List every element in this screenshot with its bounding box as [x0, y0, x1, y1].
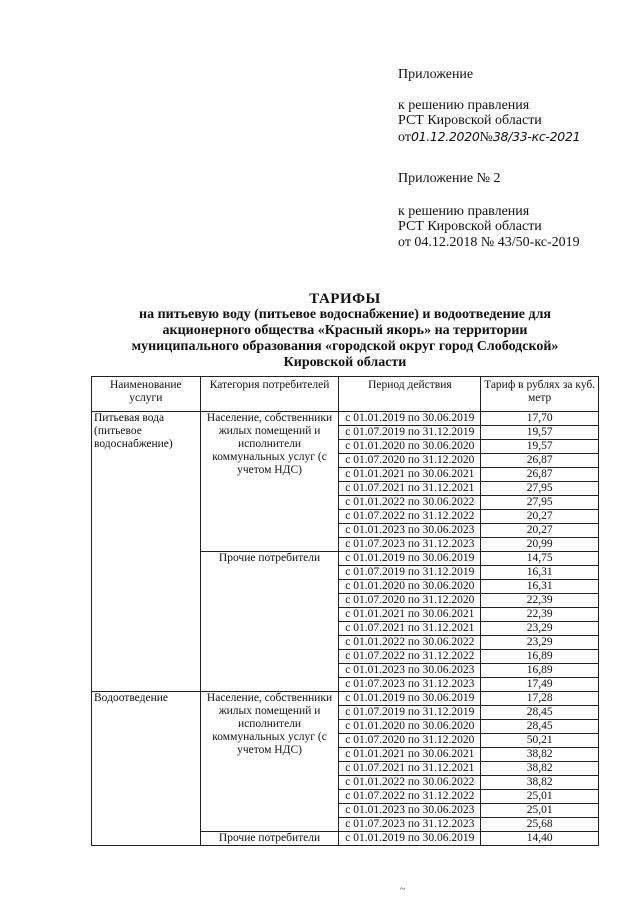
tariff-value-cell: 38,82 [481, 748, 599, 762]
period-cell: с 01.07.2022 по 31.12.2022 [339, 510, 481, 524]
period-cell: с 01.01.2023 по 30.06.2023 [339, 524, 481, 538]
period-cell: с 01.07.2023 по 31.12.2023 [339, 818, 481, 832]
period-cell: с 01.01.2021 по 30.06.2021 [339, 468, 481, 482]
tariff-value-cell: 27,95 [481, 482, 599, 496]
period-cell: с 01.07.2021 по 31.12.2021 [339, 762, 481, 776]
handwritten-date: 01.12.2020 [410, 128, 480, 144]
consumer-category-cell: Население, собственники жилых помещений и исполнители коммунальных услуг (с учетом НДС) [200, 412, 339, 552]
annex-top-line1: к решению правления [398, 97, 530, 113]
tariff-value-cell: 28,45 [481, 720, 599, 734]
heading-line4: Кировской области [283, 355, 407, 370]
tariff-value-cell: 17,70 [481, 412, 599, 426]
consumer-category-cell: Прочие потребители [200, 552, 339, 692]
tariff-body [92, 412, 599, 846]
tariff-value-cell: 20,27 [481, 524, 599, 538]
tariff-value-cell: 23,29 [481, 636, 599, 650]
tariff-value-cell: 38,82 [481, 762, 599, 776]
header-service: Наименование услуги [92, 377, 201, 412]
annex-two-line1: к решению правления [398, 203, 530, 219]
tariff-value-cell: 17,28 [481, 692, 599, 706]
period-cell: с 01.07.2020 по 31.12.2020 [339, 594, 481, 608]
document-heading [95, 291, 595, 371]
period-cell: с 01.01.2022 по 30.06.2022 [339, 776, 481, 790]
tariff-value-cell: 16,89 [481, 664, 599, 678]
annex-top-date-line [398, 129, 580, 146]
annex-two-line3: от 04.12.2018 № 43/50-кс-2019 [398, 234, 580, 250]
tariff-value-cell: 14,75 [481, 552, 599, 566]
period-cell: с 01.07.2023 по 31.12.2023 [339, 538, 481, 552]
handwritten-number: 38/33-кс-2021 [492, 128, 581, 144]
period-cell: с 01.07.2020 по 31.12.2020 [339, 734, 481, 748]
period-cell: с 01.01.2022 по 30.06.2022 [339, 636, 481, 650]
heading-title: ТАРИФЫ [309, 291, 381, 307]
tariff-value-cell: 22,39 [481, 594, 599, 608]
period-cell: с 01.01.2019 по 30.06.2019 [339, 552, 481, 566]
tariff-value-cell: 16,31 [481, 580, 599, 594]
tariff-value-cell: 28,45 [481, 706, 599, 720]
period-cell: с 01.01.2023 по 30.06.2023 [339, 804, 481, 818]
tariff-value-cell: 20,99 [481, 538, 599, 552]
period-cell: с 01.07.2022 по 31.12.2022 [339, 790, 481, 804]
period-cell: с 01.01.2020 по 30.06.2020 [339, 440, 481, 454]
tariff-value-cell: 19,57 [481, 440, 599, 454]
annex-two [398, 171, 580, 250]
period-cell: с 01.01.2020 по 30.06.2020 [339, 720, 481, 734]
annex-top-line2: РСТ Кировской области [398, 113, 542, 128]
period-cell: с 01.07.2019 по 31.12.2019 [339, 566, 481, 580]
period-cell: с 01.01.2019 по 30.06.2019 [339, 412, 481, 426]
tariff-value-cell: 50,21 [481, 734, 599, 748]
tariff-value-cell: 17,49 [481, 678, 599, 692]
heading-line1: на питьевую воду (питьевое водоснабжение) и водоотведение для [139, 307, 551, 322]
period-cell: с 01.01.2021 по 30.06.2021 [339, 608, 481, 622]
tariff-value-cell: 23,29 [481, 622, 599, 636]
table-row [92, 692, 599, 706]
period-cell: с 01.07.2020 по 31.12.2020 [339, 454, 481, 468]
heading-line3: муниципального образования «городской округ город Слободской» [131, 339, 559, 354]
service-name-cell: Питьевая вода (питьевое водоснабжение) [92, 412, 201, 692]
header-category: Категория потребителей [200, 377, 339, 412]
date-prefix: от [398, 129, 411, 145]
table-header-row [92, 377, 599, 412]
period-cell: с 01.07.2019 по 31.12.2019 [339, 706, 481, 720]
tariff-value-cell: 25,68 [481, 818, 599, 832]
consumer-category-cell: Население, собственники жилых помещений и исполнители коммунальных услуг (с учетом НДС) [200, 692, 339, 832]
period-cell: с 01.07.2021 по 31.12.2021 [339, 482, 481, 496]
tariff-value-cell: 19,57 [481, 426, 599, 440]
tariff-value-cell: 20,27 [481, 510, 599, 524]
tariff-value-cell: 26,87 [481, 454, 599, 468]
tariff-value-cell: 25,01 [481, 804, 599, 818]
period-cell: с 01.07.2019 по 31.12.2019 [339, 426, 481, 440]
footer-mark: ~ [400, 884, 406, 895]
tariff-value-cell: 26,87 [481, 468, 599, 482]
annex-two-title: Приложение № 2 [398, 171, 501, 186]
service-name-cell: Водоотведение [92, 692, 201, 846]
tariff-value-cell: 38,82 [481, 776, 599, 790]
period-cell: с 01.07.2022 по 31.12.2022 [339, 650, 481, 664]
heading-line2: акционерного общества «Красный якорь» на территории [162, 323, 528, 338]
period-cell: с 01.01.2019 по 30.06.2019 [339, 832, 481, 846]
header-period: Период действия [339, 377, 481, 412]
period-cell: с 01.07.2023 по 31.12.2023 [339, 678, 481, 692]
annex-top-title: Приложение [398, 67, 474, 82]
number-prefix: № [479, 129, 493, 145]
period-cell: с 01.01.2019 по 30.06.2019 [339, 692, 481, 706]
tariff-value-cell: 22,39 [481, 608, 599, 622]
tariff-value-cell: 14,40 [481, 832, 599, 846]
tariff-value-cell: 16,31 [481, 566, 599, 580]
period-cell: с 01.07.2021 по 31.12.2021 [339, 622, 481, 636]
period-cell: с 01.01.2022 по 30.06.2022 [339, 496, 481, 510]
header-tariff: Тариф в рублях за куб. метр [481, 377, 599, 412]
annex-two-line2: РСТ Кировской области [398, 219, 542, 234]
annex-top [398, 67, 580, 145]
period-cell: с 01.01.2023 по 30.06.2023 [339, 664, 481, 678]
tariff-table [91, 376, 599, 846]
period-cell: с 01.01.2021 по 30.06.2021 [339, 748, 481, 762]
tariff-value-cell: 16,89 [481, 650, 599, 664]
table-row [92, 412, 599, 426]
tariff-value-cell: 27,95 [481, 496, 599, 510]
tariff-value-cell: 25,01 [481, 790, 599, 804]
consumer-category-cell: Прочие потребители [200, 832, 339, 846]
period-cell: с 01.01.2020 по 30.06.2020 [339, 580, 481, 594]
